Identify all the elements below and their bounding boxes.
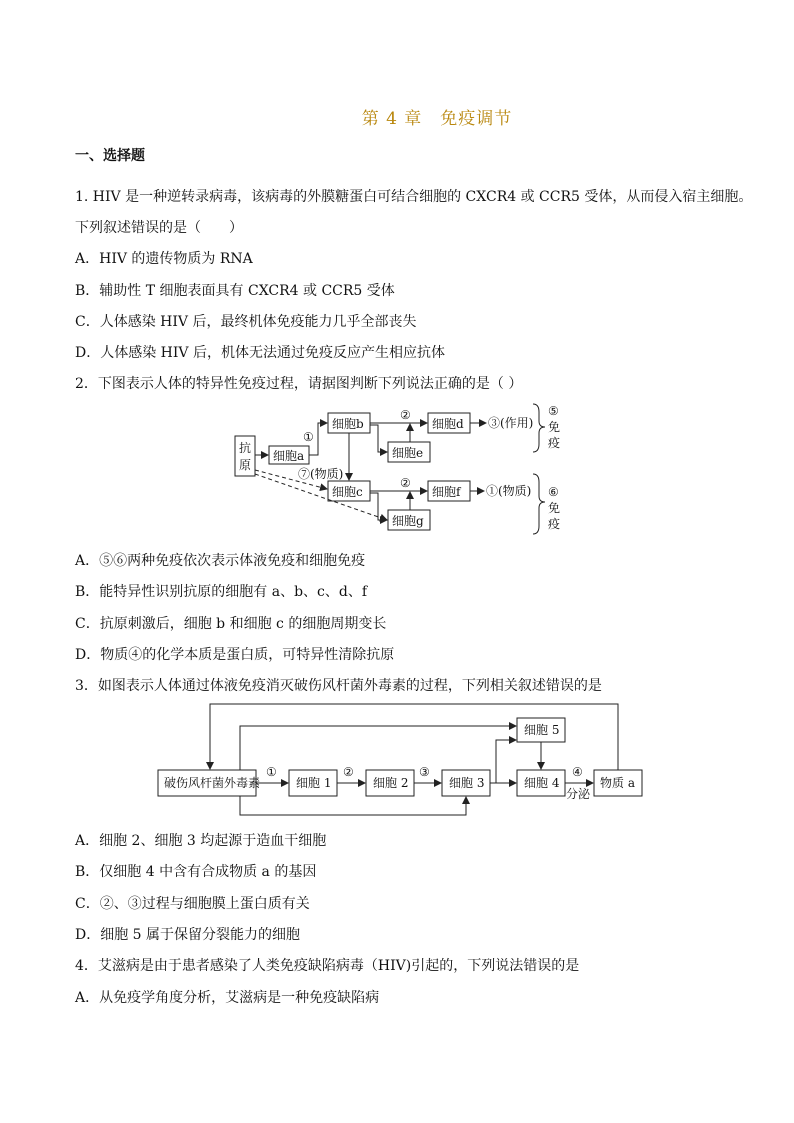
brace-top-label-2: 免 <box>548 420 561 434</box>
brace-top-label-3: 疫 <box>548 436 561 450</box>
secrete-label: 分泌 <box>566 787 591 801</box>
cell-b-label: 细胞b <box>332 417 364 431</box>
cell-3-label: 细胞 3 <box>449 776 485 790</box>
q1-option-d: D．人体感染 HIV 后，机体无法通过免疫反应产生相应抗体 <box>75 345 445 361</box>
q1-stem-line1: 1. HIV 是一种逆转录病毒，该病毒的外膜糖蛋白可结合细胞的 CXCR4 或 CCR5 受体，从而侵入宿主细胞。 <box>75 189 753 205</box>
arrow-toxin-cell5 <box>240 726 516 770</box>
step-2-label: ② <box>343 765 354 779</box>
q2-option-d: D．物质④的化学本质是蛋白质，可特异性清除抗原 <box>75 647 395 663</box>
page-title: 第 4 章 免疫调节 <box>361 109 513 129</box>
output-top-label: ③(作用) <box>488 416 534 430</box>
brace-bottom-label-3: 疫 <box>548 517 561 531</box>
step-7-label: ⑦(物质) <box>298 467 344 481</box>
output-bottom-label: ①(物质) <box>486 484 532 498</box>
cell-f-label: 细胞f <box>432 485 461 499</box>
arrow-cell3-cell5 <box>496 740 516 783</box>
q2-stem: 2．下图表示人体的特异性免疫过程，请据图判断下列说法正确的是（ ） <box>75 376 523 392</box>
cell-c-label: 细胞c <box>332 485 363 499</box>
q3-option-c: C．②、③过程与细胞膜上蛋白质有关 <box>75 896 310 912</box>
q4-option-a: A．从免疫学角度分析，艾滋病是一种免疫缺陷病 <box>75 990 380 1006</box>
arrow-b-e <box>370 425 387 452</box>
cell-d-label: 细胞d <box>432 417 464 431</box>
step-2-top-label: ② <box>400 408 411 422</box>
q2-option-a: A．⑤⑥两种免疫依次表示体液免疫和细胞免疫 <box>75 553 366 569</box>
q2-option-c: C．抗原刺激后，细胞 b 和细胞 c 的细胞周期变长 <box>75 616 387 632</box>
q2-option-b: B．能特异性识别抗原的细胞有 a、b、c、d、f <box>75 584 368 600</box>
q1-option-c: C．人体感染 HIV 后，最终机体免疫能力几乎全部丧失 <box>75 314 417 330</box>
antigen-label-2: 原 <box>239 458 252 472</box>
q3-option-d: D．细胞 5 属于保留分裂能力的细胞 <box>75 927 301 943</box>
q4-stem: 4．艾滋病是由于患者感染了人类免疫缺陷病毒（HIV)引起的，下列说法错误的是 <box>75 958 580 974</box>
step-1-label: ① <box>303 430 314 444</box>
arrow-substance-toxin <box>210 704 618 770</box>
q1-option-b: B．辅助性 T 细胞表面具有 CXCR4 或 CCR5 受体 <box>75 283 395 299</box>
q3-option-b: B．仅细胞 4 中含有合成物质 a 的基因 <box>75 864 317 880</box>
q1-stem-line2: 下列叙述错误的是（ ） <box>75 220 243 236</box>
brace-top-label-1: ⑤ <box>548 404 559 418</box>
cell-4-label: 细胞 4 <box>524 776 560 790</box>
brace-bottom-label-2: 免 <box>548 501 561 515</box>
toxin-label: 破伤风杆菌外毒素 <box>164 776 261 790</box>
arrow-toxin-cell3 <box>240 796 466 815</box>
cell-a-label: 细胞a <box>273 449 305 463</box>
arrow-c-g <box>370 493 387 520</box>
step-1-label: ① <box>266 765 277 779</box>
q3-option-a: A．细胞 2、细胞 3 均起源于造血干细胞 <box>75 833 327 849</box>
step-4-label: ④ <box>572 765 583 779</box>
immune-process-diagram <box>0 0 794 560</box>
antigen-label-1: 抗 <box>239 441 252 455</box>
step-3-label: ③ <box>419 765 430 779</box>
brace-bottom-label-1: ⑥ <box>548 485 559 499</box>
substance-a-label: 物质 a <box>600 776 635 790</box>
section-heading: 一、选择题 <box>75 148 145 164</box>
q3-stem: 3．如图表示人体通过体液免疫消灭破伤风杆菌外毒素的过程，下列相关叙述错误的是 <box>75 678 602 694</box>
step-2-bottom-label: ② <box>400 476 411 490</box>
cell-1-label: 细胞 1 <box>296 776 332 790</box>
brace-top <box>533 404 545 452</box>
cell-2-label: 细胞 2 <box>373 776 409 790</box>
humoral-immunity-diagram <box>0 690 794 830</box>
cell-g-label: 细胞g <box>392 514 424 528</box>
brace-bottom <box>533 474 545 534</box>
q1-option-a: A．HIV 的遗传物质为 RNA <box>75 251 253 267</box>
cell-e-label: 细胞e <box>392 446 424 460</box>
cell-5-label: 细胞 5 <box>524 723 560 737</box>
